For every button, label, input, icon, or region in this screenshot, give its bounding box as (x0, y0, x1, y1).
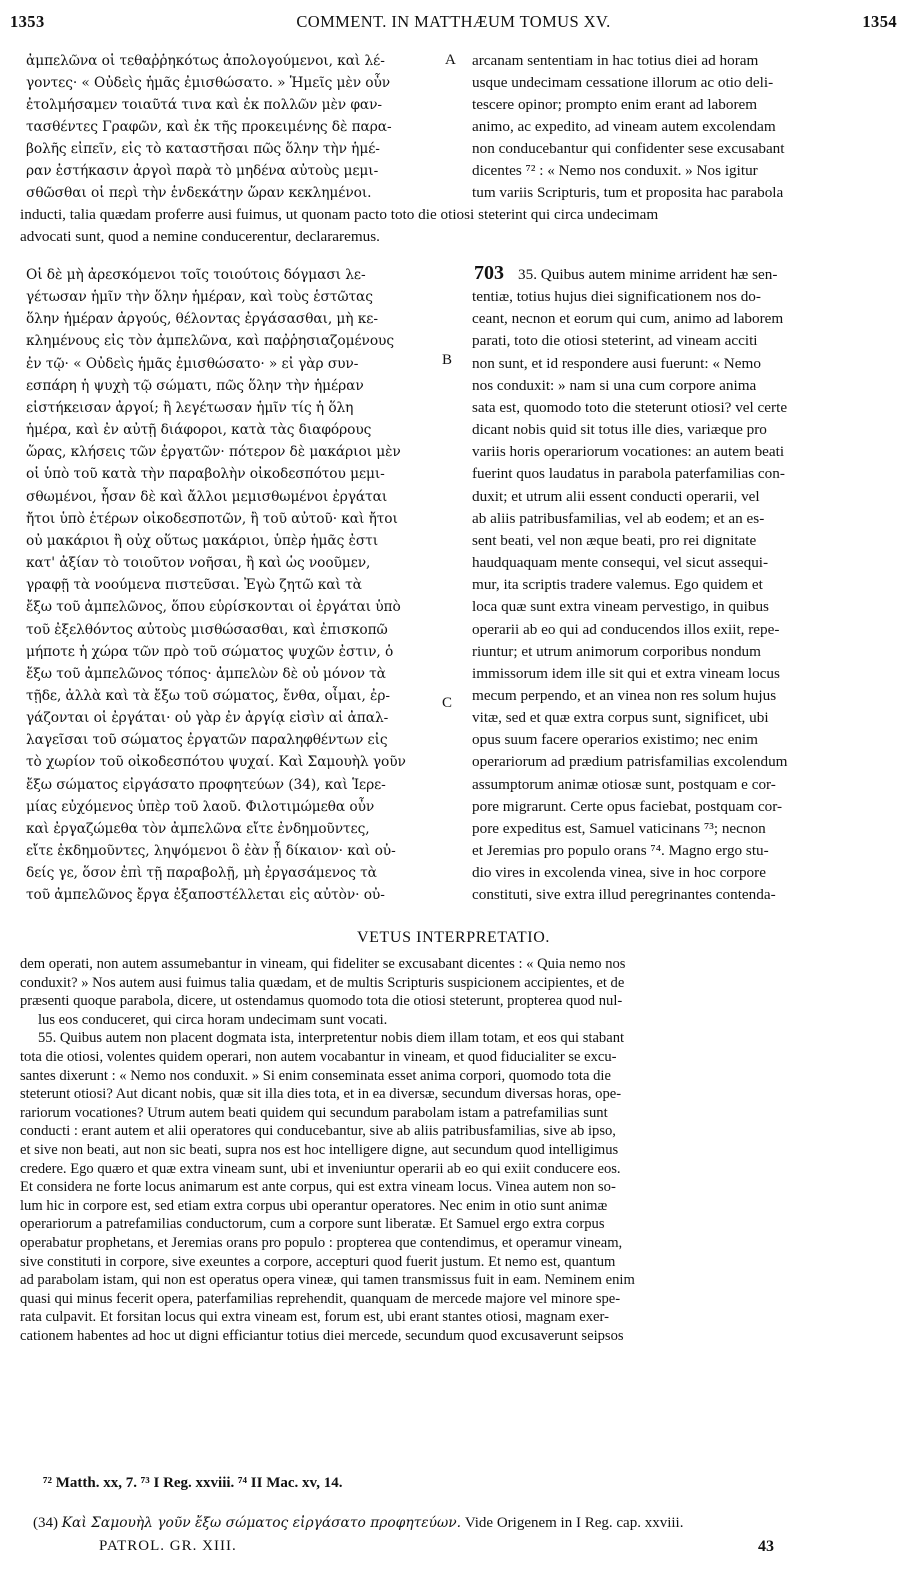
text-line: ceant, necnon et eorum qui cum, animo ad laborem (472, 310, 784, 328)
text-line: οἱ ὑπὸ τοῦ κατὰ τὴν παραβολὴν οἰκοδεσπότου μεμι- (26, 466, 385, 483)
footnote-greek: Καὶ Σαμουὴλ γοῦν ἔξω σώματος εἰργάσατο προφητεύων. (61, 1515, 462, 1531)
text-line: ἤτοι ὑπὸ ἑτέρων οἰκοδεσποτῶν, ἢ τοῦ αὐτοῦ· καὶ ἤτοι (26, 510, 398, 527)
text-line: tescere opinor; prompto enim erant ad laborem (472, 96, 758, 114)
text-line: rata culpavit. Et forsitan locus qui extra vineam est, forum est, ubi erant stantes otiosi, magnam exer- (20, 1309, 609, 1326)
text-line: tum variis Scripturis, tum et proposita hac parabola (472, 184, 784, 202)
text-line: et sive non beati, aut non sic beati, supra nos est hoc intelligere digne, aut secundum quod intelligimus (20, 1141, 619, 1158)
text-line: variis horis operariorum vocationes: an autem beati (472, 443, 785, 461)
text-line: riuntur; et utrum animorum corporibus nondum (472, 642, 761, 660)
text-line: ἀμπελῶνα οἱ τεθαῤῥηκότως ἀπολογούμενοι, καὶ λέ- (26, 53, 385, 69)
text-line: opus suum facere operarios existimo; nec enim (472, 731, 758, 749)
text-line: γραφῇ τὰ νοούμενα πιστεῦσαι. Ἐγὼ ζητῶ καὶ τὰ (26, 577, 362, 594)
text-line: ἡμέρα, καὶ ἐν αὐτῇ διάφοροι, κατὰ τὰς διαφόρους (26, 422, 372, 439)
header-column-left: 1353 (10, 12, 45, 31)
greek-column-top (26, 50, 456, 204)
text-line: τῇδε, ἀλλὰ καὶ τὰ ἔξω τοῦ σώματος, ἔνθα, οἶμαι, ἐρ- (26, 687, 390, 704)
margin-marker-b: B (442, 352, 453, 368)
text-line: Οἱ δὲ μὴ ἀρεσκόμενοι τοῖς τοιούτοις δόγμασι λε- (26, 267, 366, 283)
text-line: conduxit? » Nos autem ausi fuimus talia quædam, et de multis Scripturis suspicionem accipientes, et de (20, 974, 625, 991)
text-line: santes dixerunt : « Nemo nos conduxit. » Si enim conseminata esset anima corpori, quomodo tota die (20, 1067, 611, 1084)
latin-column-main (472, 264, 887, 907)
text-line: conducti : erant autem et alii operatores qui conducebantur, sive ab aliis patribusfamilias, sive ab ipso, (20, 1123, 616, 1140)
text-line: et Jeremias pro populo orans ⁷⁴. Magno ergo stu- (472, 842, 769, 860)
text-line: ὅλην ἡμέραν ἀργούς, θέλοντας ἐργάσασθαι, μὴ κε- (26, 311, 378, 328)
text-line: κατ' ἀξίαν τὸ τοιοῦτον νοῆσαι, ἢ καὶ ὡς νοοῦμεν, (26, 555, 371, 572)
text-line: fuerint quos laudatus in parabola paterfamilias con- (472, 465, 785, 483)
text-line: operariorum a patrefamilias conductorum, cum a corpore sunt liberatæ. Et Samuel ergo extra corpus (20, 1216, 605, 1233)
text-line: inducti, talia quædam proferre ausi fuimus, ut quonam pacto toto die otiosi steterint qui circa undecimam (20, 206, 659, 223)
text-line: sive constituti in corpore, sive exeuntes a corpore, accepturi quod fuerit justum. Et nemo est, quantum (20, 1253, 616, 1270)
text-line: τὸ χωρίον τοῦ οἰκοδεσπότου ψυχαί. Καὶ Σαμουὴλ γοῦν (26, 754, 406, 771)
text-line: οὐ μακάριοι ἢ οὐχ οὕτως μακάριοι, ὑπὲρ ἡμᾶς ἐστι (26, 532, 379, 549)
text-line: ἐν τῷ· « Οὐδεὶς ἡμᾶς ἐμισθώσατο· » εἰ γὰρ συν- (26, 355, 359, 372)
text-line: tota die otiosi, volentes quidem operari, non autem vocabantur in vineam, et quod fiducialiter se excu- (20, 1048, 617, 1065)
text-line: sent beati, vel non æque beati, pro rei dignitate (472, 531, 757, 549)
footnote-number: (34) (33, 1515, 58, 1531)
text-line: sata est, quomodo toto die steterunt otiosi? vel certe (472, 398, 788, 416)
text-line: ἔξω σώματος εἰργάσατο προφητεύων (34), καὶ Ἱερε- (26, 776, 386, 793)
text-line: ἐτολμήσαμεν τοιαῦτά τινα καὶ ἐκ πολλῶν μὲν φαν- (26, 97, 382, 114)
latin-column-top (472, 50, 882, 204)
text-line: γάζονται οἱ ἐργάται· οὐ γὰρ ἐν ἀργίᾳ εἰσὶν αἱ ἀπαλ- (26, 710, 389, 727)
text-line: arcanam sententiam in hac totius diei ad horam (472, 52, 759, 69)
running-header (10, 8, 897, 34)
text-line: σθωμένοι, ἦσαν δὲ καὶ ἄλλοι μεμισθωμένοι ἐργάται (26, 488, 388, 505)
text-line: operabatur prophetans, et Jeremias orans pro populo : propterea que contendimus, et operamur vineam, (20, 1234, 623, 1251)
text-line: haudquaquam mente consequi, vel sicut assequi- (472, 554, 769, 572)
text-line: cationem habentes ad hoc ut digni efficiantur totius diei mercede, secundum quod excusaverunt seipsos (20, 1327, 624, 1344)
text-line: ad parabolam istam, qui non est operatus opera vineæ, qui tamen transmissus fuit in eam. Neminem enim (20, 1272, 635, 1289)
text-line: ἔξω τοῦ ἀμπελῶνος, ὅπου εὑρίσκονται οἱ ἐργάται ὑπὸ (26, 599, 401, 616)
text-line: non conducebantur qui confidenter sese excusabant (472, 140, 785, 158)
text-line: Et considera ne forte locus animarum est ante corpus, qui est extra vineam locus. Vinea autem non so- (20, 1179, 616, 1196)
text-line: pore expeditus est, Samuel vaticinans ⁷³; necnon (472, 819, 766, 837)
text-line: ab aliis patribusfamilias, vel ab eodem; et an es- (472, 509, 765, 527)
text-line: γέτωσαν ἡμῖν τὴν ὅλην ἡμέραν, καὶ τοὺς ἑστῶτας (26, 289, 373, 306)
text-line: præsenti quoque parabola, dicere, ut ostendamus quomodo tota die otiosi steterunt, propterea quod nul- (20, 993, 623, 1010)
text-line: 35. Quibus autem minime arrident hæ sen- (518, 266, 778, 283)
text-line: animo, ac expedito, ad vineam autem excolendam (472, 118, 776, 136)
text-line: mecum perpendo, et an vinea non res solum hujus (472, 686, 777, 704)
text-line: mur, ita scriptis tradere valemus. Ego quidem et (472, 576, 763, 594)
header-column-right: 1354 (862, 12, 897, 31)
vetus-interpretatio-text (20, 955, 885, 1345)
text-line: τασθέντες Γραφῶν, καὶ ἐκ τῆς προκειμένης δὲ παρα- (26, 119, 392, 136)
column-number: 703 (474, 262, 504, 284)
text-line: κλημένους εἰς τὸν ἀμπελῶνα, καὶ παῤῥησιαζομένους (26, 333, 394, 350)
text-line: λαγεῖσαι τοῦ σώματος ἐργατῶν παραληφθέντων εἰς (26, 732, 388, 749)
margin-marker-a: A (445, 52, 456, 68)
text-line: τοῦ ἐξελθόντος αὐτοὺς μισθώσασθαι, καὶ ἐπισκοπῶ (26, 621, 388, 638)
text-line: lus eos conduceret, qui circa horam undecimam sunt vocati. (38, 1011, 388, 1028)
text-line: immissorum idem ille sit qui et extra vineam locus (472, 664, 780, 682)
section-heading: VETUS INTERPRETATIO. (357, 929, 550, 946)
text-line: operariorum ad prædium patrisfamilias excolendum (472, 753, 788, 771)
text-line: lum hic in corpore est, sed etiam extra corpus ubi operantur operatores. Nec enim in otio sunt animæ (20, 1197, 608, 1214)
greek-column-main (26, 264, 456, 907)
text-line: ὥρας, κλήσεις τῶν ἐργατῶν· πότερον δὲ μακάριοι μὲν (26, 444, 401, 461)
text-line: τοῦ ἀμπελῶνος ἔργα ἐξαποστέλλεται εἰς αὐτὸν· οὐ- (26, 887, 385, 904)
text-line: εσπάρη ἡ ψυχὴ τῷ σώματι, πῶς ὅλην τὴν ἡμέραν (26, 377, 364, 394)
text-line: pore migrarunt. Certe opus faciebat, postquam cor- (472, 797, 783, 815)
header-title: COMMENT. IN MATTHÆUM TOMUS XV. (296, 12, 611, 31)
text-line: steterunt otiosi? Aut dicant nobis, quæ sit illa dies tota, et in ea diversæ, secundum diversas horas, ope- (20, 1086, 622, 1103)
margin-marker-c: C (442, 695, 453, 711)
text-line: advocati sunt, quod a nemine conducerentur, declararemus. (20, 228, 380, 245)
text-line: δείς γε, ὅσον ἐπὶ τῇ παραβολῇ, μὴ ἐργασάμενος τὰ (26, 865, 377, 882)
text-line: εἴτε ἐκδημοῦντες, ληψόμενοι ὃ ἐὰν ᾖ δίκαιον· καὶ οὐ- (26, 843, 396, 860)
text-line: vitæ, sed et quæ extra corpus sunt, significet, ubi (472, 709, 769, 727)
text-line: usque undecimam cessatione illorum ac otio deli- (472, 74, 774, 92)
text-line: rariorum vocationes? Utrum autem beati quidem qui secundum parabolam istam a patrefamilias sunt (20, 1104, 608, 1121)
text-line: dicentes ⁷² : « Nemo nos conduxit. » Nos igitur (472, 162, 758, 180)
text-line: 55. Quibus autem non placent dogmata ista, interpretentur nobis diem illam totam, et eos qui stabant (38, 1030, 625, 1047)
text-line: βολῆς εἰπεῖν, εἰς τὸ καταστῆσαι πῶς ὅλην τὴν ἡμέ- (26, 141, 380, 158)
footer-page-number: 43 (758, 1538, 774, 1555)
footer-source: PATROL. GR. XIII. (99, 1538, 237, 1554)
text-line: constituti, sive extra illud peregrinantes contenda- (472, 886, 776, 904)
text-line: parati, toto die otiosi steterint, ad vineam acciti (472, 332, 758, 350)
text-line: μίας εὐχόμενος ὑπὲρ τοῦ λαοῦ. Φιλοτιμώμεθα οὖν (26, 798, 375, 815)
full-width-latin (20, 204, 885, 248)
footnote-latin: Vide Origenem in I Reg. cap. xxviii. (464, 1515, 684, 1531)
text-line: dio vires in excolenda vinea, sive in hoc corpore (472, 864, 766, 882)
text-line: credere. Ego quæro et quæ extra vineam sunt, ubi et inveniuntur operarii ab eo qui exiit conducere eos. (20, 1160, 621, 1177)
text-line: assumptorum animæ otiosæ sunt, postquam e cor- (472, 775, 776, 793)
text-line: operarii ab eo qui ad conducendos illos exiit, repe- (472, 620, 780, 638)
text-line: duxit; et utrum alii essent conducti operarii, vel (472, 487, 760, 505)
text-line: nos conduxit: » nam si una cum corpore anima (472, 376, 757, 394)
text-line: tentiæ, totius hujus diei significationem nos do- (472, 288, 761, 306)
text-line: μήποτε ἡ χώρα τῶν πρὸ τοῦ σώματος ψυχῶν ἐστιν, ὁ (26, 643, 394, 660)
text-line: dicant nobis quid sit totus ille dies, variæque pro (472, 421, 767, 439)
text-line: καὶ ἐργαζώμεθα τὸν ἀμπελῶνα εἴτε ἐνδημοῦντες, (26, 820, 370, 837)
text-line: quasi qui minus fecerit opera, paterfamilias reprehendit, quanquam de mercede majore vel minore spe- (20, 1290, 621, 1307)
text-line: ραν ἑστήκασιν ἀργοὶ παρὰ τὸ μηδένα αὐτοὺς μεμι- (26, 163, 379, 180)
text-line: εἱστήκεισαν ἀργοί; ἢ λεγέτωσαν ἡμῖν τίς ἡ ὅλη (26, 399, 354, 416)
footnote (33, 1515, 683, 1532)
text-line: σθῶσθαι οἱ περὶ τὴν ἑνδεκάτην ὥραν κεκλημένοι. (26, 185, 372, 202)
text-line: non sunt, et id respondere ausi fuerunt: « Nemo (472, 354, 761, 372)
scripture-references: ⁷² Matth. xx, 7. ⁷³ I Reg. xxviii. ⁷⁴ II Mac. xv, 14. (43, 1475, 343, 1491)
text-line: loca quæ sunt extra vineam pervestigo, in quibus (472, 598, 769, 616)
text-line: γοντες· « Οὐδεὶς ἡμᾶς ἐμισθώσατο. » Ἡμεῖς μὲν οὖν (26, 75, 391, 92)
text-line: dem operati, non autem assumebantur in vineam, qui fideliter se excusabant dicentes : « Quia nemo nos (20, 956, 626, 972)
text-line: ἔξω τοῦ ἀμπελῶνος τόπος· ἀμπελὼν δὲ οὐ μόνον τὰ (26, 665, 386, 682)
